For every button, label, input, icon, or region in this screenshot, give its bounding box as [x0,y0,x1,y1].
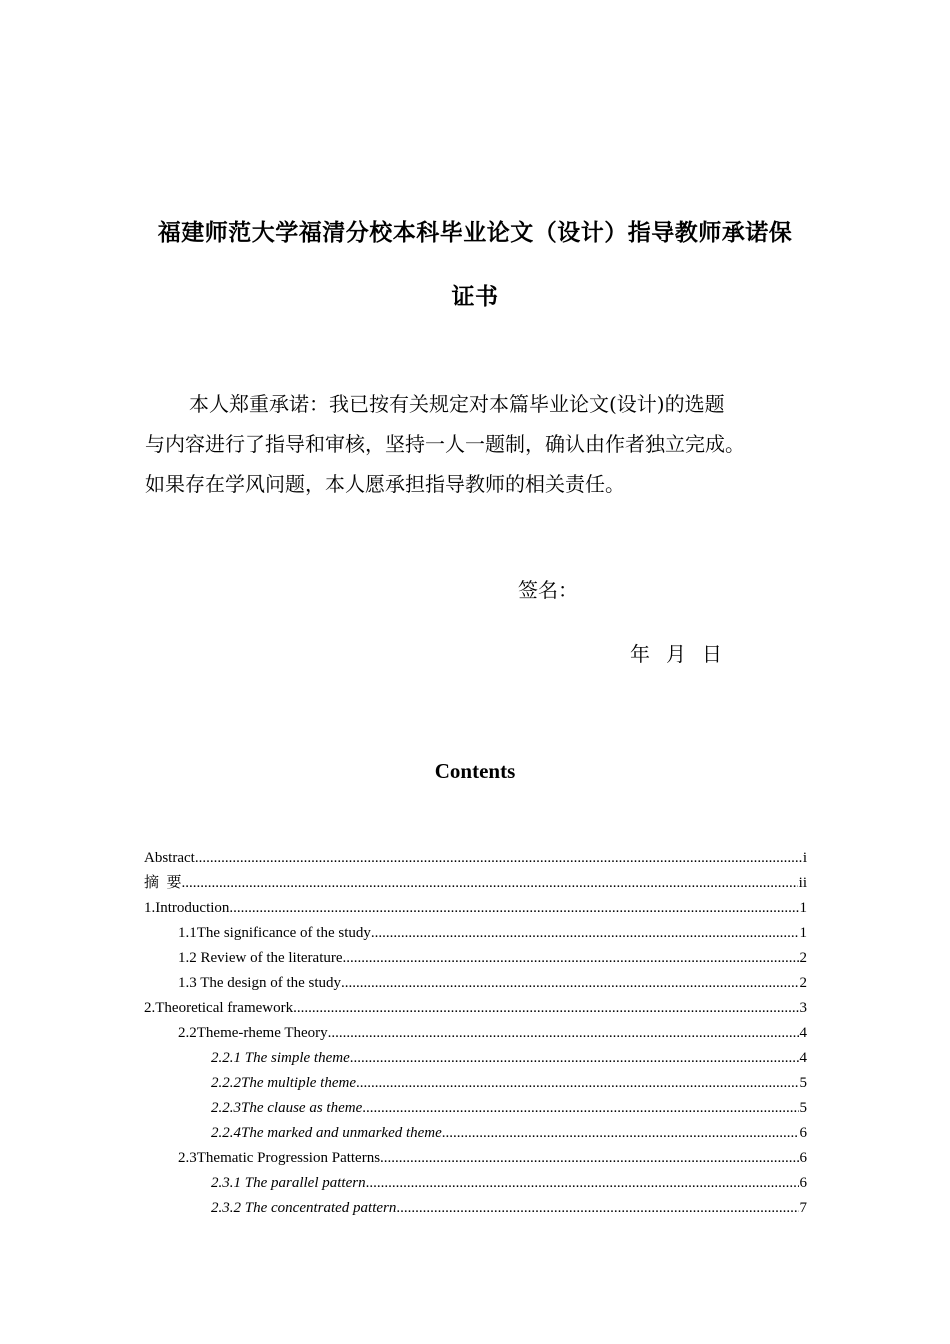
toc-leader-dots [328,1021,799,1046]
certificate-title-line-1: 福建师范大学福清分校本科毕业论文（设计）指导教师承诺保 [157,220,793,246]
contents-heading: Contents [434,759,516,783]
toc-page-number: ii [798,875,807,891]
toc-entry-chinese-abstract[interactable] [144,871,807,896]
toc-entry-2-2-4[interactable] [144,1121,807,1146]
toc-entry-label: 2.2.4The marked and unmarked theme [211,1125,442,1141]
signature-label: 签名： [518,578,578,602]
toc-page-number: 5 [799,1100,807,1116]
toc-entry-label: Abstract [144,850,195,866]
toc-leader-dots [229,896,798,921]
toc-page-number: 3 [799,1000,807,1016]
toc-leader-dots [341,971,798,996]
toc-entry-introduction[interactable] [144,896,807,921]
toc-entry-1-3[interactable] [144,971,807,996]
toc-entry-label: 1.3 The design of the study [178,975,342,991]
toc-entry-label: 2.2.2The multiple theme [211,1075,356,1091]
toc-page-number: 4 [799,1025,807,1041]
toc-page-number: 7 [799,1200,807,1216]
toc-leader-dots [371,921,799,946]
toc-page-number: 1 [799,925,807,941]
toc-entry-label: 2.2Theme-rheme Theory [178,1025,328,1041]
pledge-text-line-3: 如果存在学风问题，本人愿承担指导教师的相关责任。 [145,472,625,496]
toc-page-number: 6 [799,1175,807,1191]
toc-leader-dots [343,946,799,971]
toc-entry-2-2-2[interactable] [144,1071,807,1096]
toc-page-number: 5 [799,1075,807,1091]
toc-leader-dots [396,1196,798,1221]
toc-entry-2-3-2[interactable] [144,1196,807,1221]
toc-entry-2-2[interactable] [144,1021,807,1046]
toc-leader-dots [380,1146,798,1171]
toc-leader-dots [182,871,798,896]
toc-leader-dots [362,1096,798,1121]
toc-entry-label: 2.2.3The clause as theme [211,1100,363,1116]
date-line [630,638,722,667]
toc-entry-label: 2.3.1 The parallel pattern [211,1175,366,1191]
toc-entry-label: 1.1The significance of the study [178,925,371,941]
toc-entry-label: 2.2.1 The simple theme [211,1050,350,1066]
toc-entry-1-1[interactable] [144,921,807,946]
toc-entry-label: 摘 要 [144,875,182,891]
toc-entry-1-2[interactable] [144,946,807,971]
toc-leader-dots [293,996,798,1021]
toc-page-number: 2 [799,950,807,966]
toc-page-number: 6 [799,1125,807,1141]
toc-entry-label: 2.3Thematic Progression Patterns [178,1150,381,1166]
toc-page-number: i [802,850,807,866]
certificate-title-line-2: 证书 [451,284,499,310]
toc-entry-label: 2.Theoretical framework [144,1000,294,1016]
toc-leader-dots [356,1071,799,1096]
pledge-text-line-2: 与内容进行了指导和审核，坚持一人一题制，确认由作者独立完成。 [145,432,745,456]
toc-page-number: 6 [799,1150,807,1166]
toc-leader-dots [366,1171,799,1196]
toc-page-number: 1 [799,900,807,916]
toc-leader-dots [442,1121,799,1146]
toc-page-number: 2 [799,975,807,991]
toc-entry-label: 1.Introduction [144,900,230,916]
toc-entry-2-3[interactable] [144,1146,807,1171]
toc-entry-label: 1.2 Review of the literature [178,950,343,966]
toc-entry-2-3-1[interactable] [144,1171,807,1196]
table-of-contents [144,846,807,1221]
toc-entry-abstract[interactable] [144,846,807,871]
toc-page-number: 4 [799,1050,807,1066]
toc-entry-label: 2.3.2 The concentrated pattern [211,1200,397,1216]
pledge-text-line-1: 本人郑重承诺：我已按有关规定对本篇毕业论文(设计)的选题 [189,392,725,416]
toc-entry-theoretical-framework[interactable] [144,996,807,1021]
toc-entry-2-2-3[interactable] [144,1096,807,1121]
date-month-label: 月 [666,642,686,666]
date-day-label: 日 [702,642,722,666]
toc-leader-dots [195,846,802,871]
toc-entry-2-2-1[interactable] [144,1046,807,1071]
date-year-label: 年 [630,642,650,666]
toc-leader-dots [350,1046,799,1071]
